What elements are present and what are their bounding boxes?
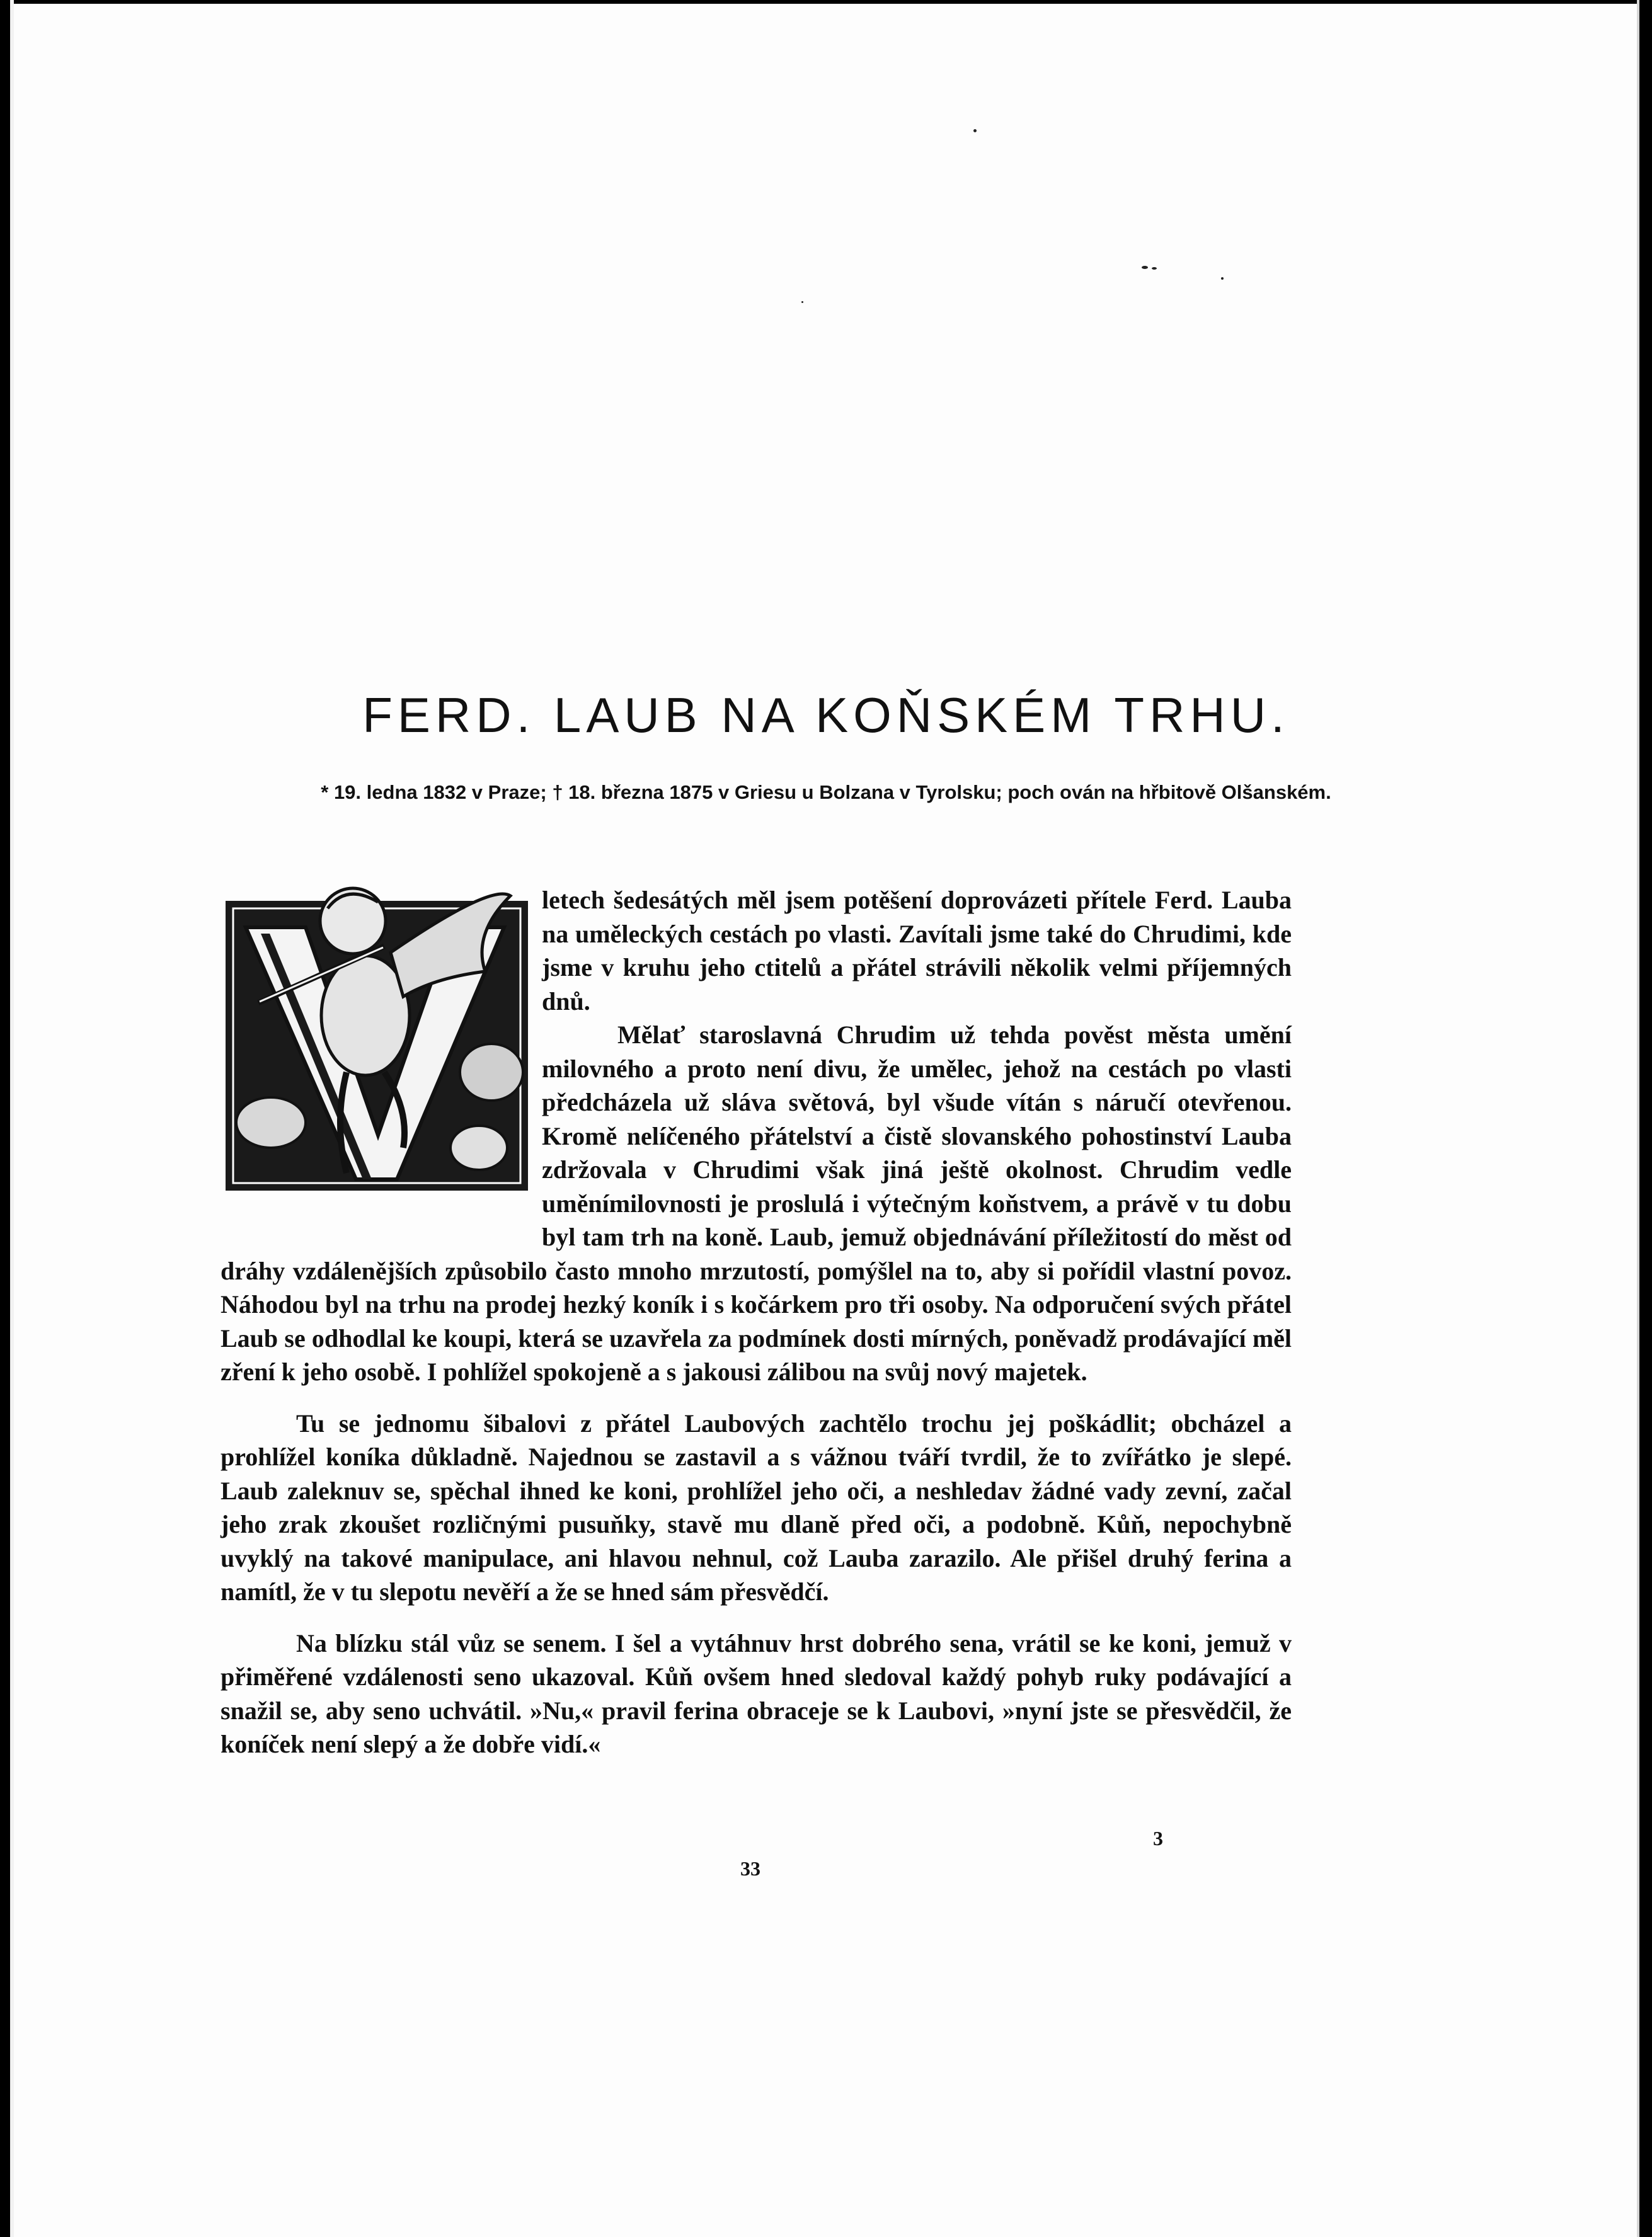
signature-mark: 3: [1153, 1827, 1163, 1850]
scan-right-inner-edge: [1637, 0, 1639, 2237]
article-body: [221, 883, 1292, 1761]
scan-speck: [801, 301, 803, 303]
scan-speck: [1221, 277, 1224, 280]
scan-speck: [1152, 267, 1157, 270]
paragraph-4: Na blízku stál vůz se senem. I šel a vytáhnuv hrst dobrého sena, vrátil se ke koni, jemuž v přiměřené vzdálenosti seno ukazoval. Kůň ovšem hned sledoval každý pohyb ruky podávající a snažil se, aby seno uchvátil. »Nu,« pravil ferina obraceje se k Laubovi, »nyní jste se přesvědčil, že koníček není slepý a že dobře vidí.«: [221, 1628, 1292, 1758]
paragraph-1: letech šedesátých měl jsem potěšení doprovázeti přítele Ferd. Lauba na uměleckých cestách po vlasti. Zavítali jsme také do Chrudimi, kde jsme v kruhu jeho ctitelů a přátel strávili několik velmi příjemných dnů.: [542, 886, 1292, 1016]
scan-left-edge: [0, 0, 10, 2237]
page-number: 33: [740, 1857, 760, 1880]
article-title: FERD. LAUB NA KOŇSKÉM TRHU.: [362, 687, 1290, 743]
foliage-ornament: [460, 1044, 523, 1101]
scan-right-edge: [1639, 0, 1652, 2237]
paragraph-3: Tu se jednomu šibalovi z přátel Laubových zachtělo trochu jej poškádlit; obcházel a prohlížel koníka důkladně. Najednou se zastavil a s vážnou tváří tvrdil, že to zvířátko je slepé. Laub zaleknuv se, spěchal ihned ke koni, prohlížel jeho oči, a neshledav žádné vady zevní, začal jeho zrak zkoušet rozličnými pusuňky, stavě mu dlaně před oči, a podobně. Kůň, nepochybně uvyklý na takové manipulace, ani hlavou nehnul, což Lauba zarazilo. Ale přišel druhý ferina a namítl, že v tu slepotu nevěří a že se hned sám přesvědčí.: [221, 1409, 1292, 1606]
article-subtitle-dates: * 19. ledna 1832 v Praze; † 18. března 1875 v Griesu u Bolzana v Tyrolsku; poch ován na hřbitově Olšanském.: [321, 781, 1331, 803]
paragraph-2: Mělať staroslavná Chrudim už tehda pověst města umění milovného a proto není divu, že umělec, jehož na cestách po vlasti předcházela už sláva světová, byl všude vítán s náručí otevřenou. Kromě nelíčeného přátelství a čistě slovanského pohostinství Lauba zdržovala v Chrudimi však jiná ještě okolnost. Chrudim vedle uměnímilovnosti je proslulá i výtečným koňstvem, a právě v tu dobu byl tam trh na koně. Laub, jemuž objednávání příležitostí do měst od dráhy vzdálenějších způsobilo často mnoho mrzutostí, pomýšlel na to, aby si pořídil vlastní povoz. Náhodou byl na trhu na prodej hezký koník i s kočárkem pro tři osoby. Na odporučení svých přátel Laub se odhodlal ke koupi, která se uzavřela za podmínek dosti mírných, poněvadž prodávající měl zření k jeho osobě. I pohlížel spokojeně a s jakousi zálibou na svůj nový majetek.: [221, 1021, 1292, 1386]
scan-speck: [1142, 266, 1148, 269]
drop-cap-illustration: [221, 883, 542, 1236]
cherub-letter-v-icon: [221, 883, 536, 1198]
foliage-ornament: [236, 1097, 306, 1148]
foliage-ornament: [450, 1126, 507, 1170]
scan-speck: [973, 129, 977, 132]
cherub-head: [320, 888, 386, 954]
